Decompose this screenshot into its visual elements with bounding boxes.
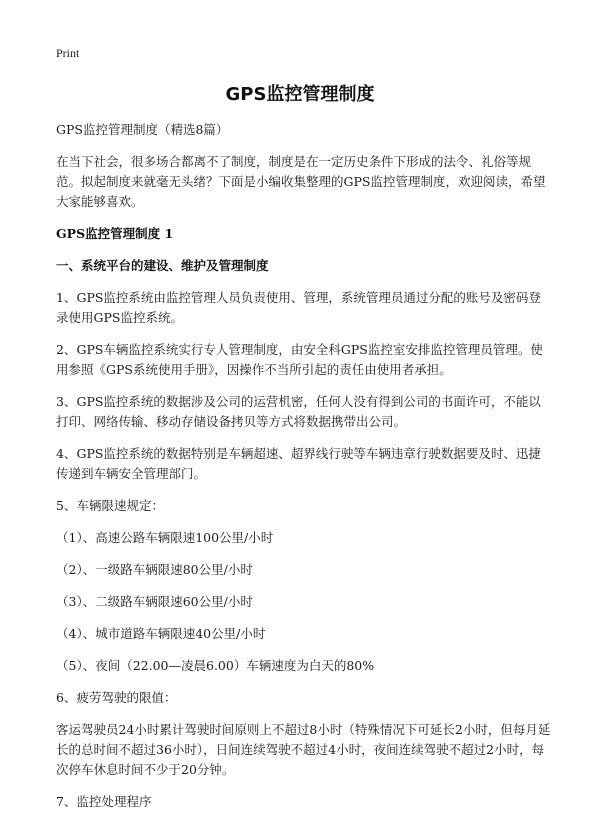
section-heading: GPS监控管理制度 1: [56, 226, 174, 241]
speed-limit-item: （3）、二级路车辆限速60公里/小时: [56, 594, 253, 609]
speed-limit-item: （1）、高速公路车辆限速100公里/小时: [56, 530, 274, 545]
fatigue-heading: 6、疲劳驾驶的限值：: [56, 690, 177, 705]
subtitle: GPS监控管理制度（精选8篇）: [56, 122, 229, 137]
rule-item-4: 4、GPS监控系统的数据特别是车辆超速、超界线行驶等车辆违章行驶数据要及时、迅捷传递到车辆安全管理部门。: [56, 446, 541, 481]
speed-limit-item: （2）、一级路车辆限速80公里/小时: [56, 562, 253, 577]
rule-item-2: 2、GPS车辆监控系统实行专人管理制度，由安全科GPS监控室安排监控管理员管理。使用参照《GPS系统使用手册》，因操作不当所引起的责任由使用者承担。: [56, 342, 543, 377]
fatigue-paragraph: 客运驾驶员24小时累计驾驶时间原则上不超过8小时（特殊情况下可延长2小时，但每月延长的总时间不超过36小时），日间连续驾驶不超过4小时，夜间连续驾驶不超过2小时，每次停车休息时间不少于20分钟。: [56, 722, 551, 777]
intro-paragraph: 在当下社会，很多场合都离不了制度，制度是在一定历史条件下形成的法令、礼俗等规范。拟起制度来就毫无头绪？下面是小编收集整理的GPS监控管理制度，欢迎阅读，希望大家能够喜欢。: [56, 154, 546, 209]
speed-limit-item: （5）、夜间（22.00—凌晨6.00）车辆速度为白天的80%: [56, 658, 375, 673]
print-link[interactable]: Print: [56, 46, 80, 60]
subsection-heading: 一、系统平台的建设、维护及管理制度: [56, 258, 269, 273]
page-title: GPS监控管理制度: [225, 84, 375, 105]
document-body: [56, 120, 551, 824]
rule-item-1: 1、GPS监控系统由监控管理人员负责使用、管理，系统管理员通过分配的账号及密码登录使用GPS监控系统。: [56, 290, 541, 325]
rule-item-3: 3、GPS监控系统的数据涉及公司的运营机密，任何人没有得到公司的书面许可，不能以打印、网络传输、移动存储设备拷贝等方式将数据携带出公司。: [56, 394, 541, 429]
speed-limit-list: [56, 528, 551, 676]
rule-item-5: 5、车辆限速规定：: [56, 498, 164, 513]
speed-limit-item: （4）、城市道路车辆限速40公里/小时: [56, 626, 266, 641]
rule-item-7: 7、监控处理程序: [56, 794, 152, 809]
